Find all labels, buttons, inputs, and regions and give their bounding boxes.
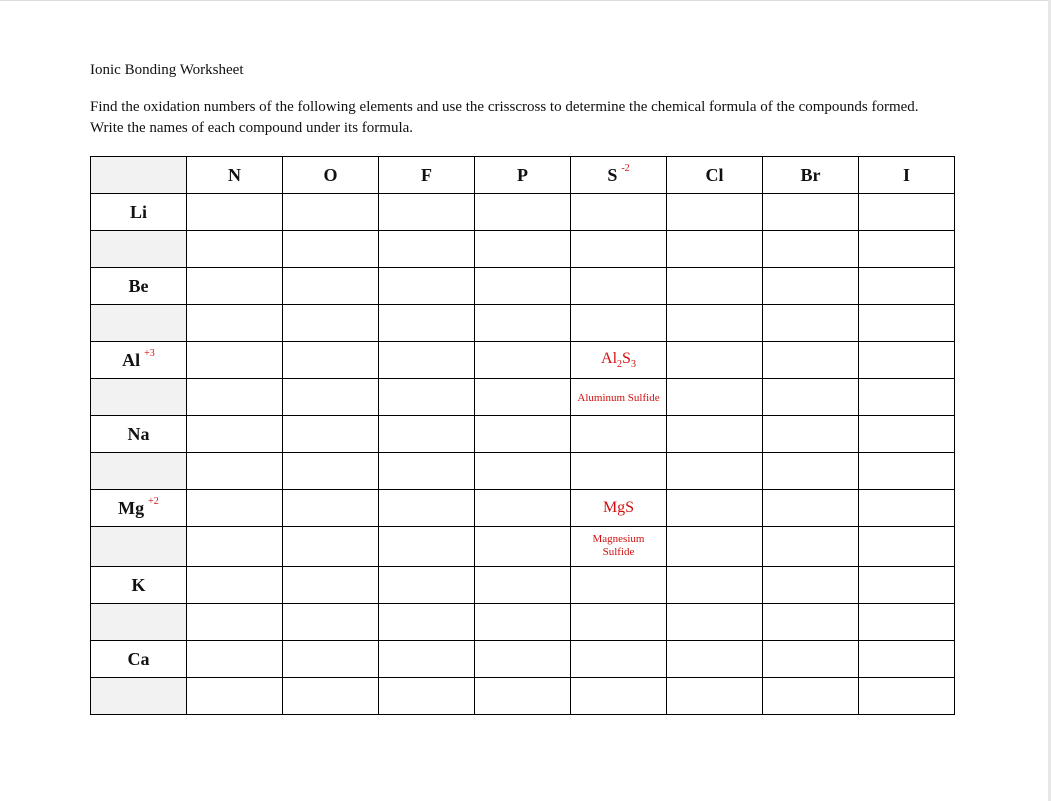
formula-cell[interactable] [283,194,379,231]
name-cell[interactable] [571,678,667,715]
name-cell[interactable] [763,604,859,641]
name-cell[interactable] [859,453,955,490]
formula-cell[interactable] [763,342,859,379]
name-cell[interactable] [283,231,379,268]
formula-cell[interactable] [187,641,283,678]
name-cell[interactable] [667,231,763,268]
formula-cell[interactable] [763,490,859,527]
name-cell[interactable] [475,527,571,567]
formula-cell[interactable] [859,342,955,379]
formula-cell[interactable] [187,490,283,527]
formula-cell[interactable] [667,268,763,305]
formula-cell[interactable] [859,194,955,231]
column-header-br: Br [763,157,859,194]
formula-mgs: MgS [602,499,635,516]
column-header-n: N [187,157,283,194]
name-cell[interactable] [667,453,763,490]
formula-cell[interactable] [763,641,859,678]
instructions-text: Find the oxidation numbers of the following elements and use the crisscross to determine the chemical formula of the compounds formed. Write the names of each compound under its formula. [90,99,919,136]
formula-cell[interactable] [187,416,283,453]
name-cell[interactable] [571,231,667,268]
formula-cell[interactable] [379,416,475,453]
name-cell[interactable] [763,453,859,490]
name-cell[interactable] [187,231,283,268]
formula-cell[interactable] [859,416,955,453]
name-cell[interactable] [187,527,283,567]
oxidation-number-mg: +2 [148,495,159,507]
formula-cell[interactable] [283,416,379,453]
name-cell[interactable] [475,453,571,490]
name-cell-mg-s[interactable] [571,527,667,567]
formula-cell[interactable] [475,641,571,678]
formula-cell[interactable] [187,567,283,604]
name-cell[interactable] [283,305,379,342]
name-cell[interactable] [187,453,283,490]
name-cell[interactable] [475,678,571,715]
formula-cell[interactable] [859,641,955,678]
formula-cell[interactable] [571,567,667,604]
formula-cell[interactable] [667,416,763,453]
name-cell[interactable] [859,604,955,641]
name-cell[interactable] [763,305,859,342]
formula-cell-al-s[interactable] [571,342,667,379]
name-cell[interactable] [571,453,667,490]
formula-cell[interactable] [283,342,379,379]
formula-cell[interactable] [283,490,379,527]
formula-cell[interactable] [571,416,667,453]
formula-cell[interactable] [571,268,667,305]
name-row-label [91,604,187,641]
column-header-p: P [475,157,571,194]
name-cell[interactable] [763,678,859,715]
row-header-li: Li [91,194,187,231]
formula-cell[interactable] [667,490,763,527]
name-cell[interactable] [379,527,475,567]
formula-al2s3: $Al_2S_3$ [601,349,636,371]
formula-cell[interactable] [187,194,283,231]
column-header-o: O [283,157,379,194]
name-cell-al-s[interactable] [571,379,667,416]
formula-cell-mg-s[interactable] [571,490,667,527]
formula-cell[interactable] [475,268,571,305]
name-cell[interactable] [379,604,475,641]
formula-cell[interactable] [475,567,571,604]
oxidation-number-s: -2 [621,162,630,174]
formula-cell[interactable] [763,416,859,453]
name-cell[interactable] [763,231,859,268]
formula-cell[interactable] [859,567,955,604]
formula-cell[interactable] [859,268,955,305]
page-top-edge [0,0,1051,1]
name-cell[interactable] [187,305,283,342]
oxidation-number-al: +3 [144,347,155,359]
row-header-ca: Ca [91,641,187,678]
formula-cell[interactable] [667,194,763,231]
column-header-f: F [379,157,475,194]
row-header-k: K [91,567,187,604]
formula-cell[interactable] [667,342,763,379]
name-cell[interactable] [187,678,283,715]
formula-cell[interactable] [283,567,379,604]
name-cell[interactable] [763,379,859,416]
name-cell[interactable] [283,604,379,641]
formula-cell[interactable] [475,342,571,379]
formula-cell[interactable] [283,268,379,305]
name-cell[interactable] [283,453,379,490]
formula-cell[interactable] [379,342,475,379]
name-cell[interactable] [475,305,571,342]
name-cell[interactable] [379,453,475,490]
compound-name-aluminum-sulfide: Aluminum Sulfide [577,392,660,404]
column-header-cl: Cl [667,157,763,194]
ionic-bonding-table [90,156,955,715]
name-cell[interactable] [763,527,859,567]
formula-cell[interactable] [667,567,763,604]
formula-cell[interactable] [283,641,379,678]
row-header-be: Be [91,268,187,305]
name-row-label [91,453,187,490]
name-cell[interactable] [283,379,379,416]
worksheet-title: Ionic Bonding Worksheet [90,62,244,78]
name-cell[interactable] [859,678,955,715]
name-row-label [91,527,187,567]
formula-cell[interactable] [763,268,859,305]
name-cell[interactable] [475,379,571,416]
name-cell[interactable] [187,604,283,641]
formula-cell[interactable] [379,567,475,604]
row-header-mg: Mg $^{+2}$ [91,490,187,527]
formula-cell[interactable] [187,342,283,379]
formula-cell[interactable] [379,194,475,231]
name-cell[interactable] [667,604,763,641]
name-cell[interactable] [571,305,667,342]
formula-cell[interactable] [187,268,283,305]
formula-cell[interactable] [571,194,667,231]
name-cell[interactable] [571,604,667,641]
compound-name-magnesium-sulfide: Magnesium Sulfide [592,533,645,558]
name-cell[interactable] [859,231,955,268]
column-header-i: I [859,157,955,194]
name-cell[interactable] [859,379,955,416]
formula-cell[interactable] [475,490,571,527]
name-cell[interactable] [475,604,571,641]
formula-cell[interactable] [763,567,859,604]
formula-cell[interactable] [763,194,859,231]
formula-cell[interactable] [859,490,955,527]
name-cell[interactable] [379,379,475,416]
name-row-label [91,231,187,268]
formula-cell[interactable] [667,641,763,678]
formula-cell[interactable] [475,194,571,231]
name-cell[interactable] [859,527,955,567]
name-cell[interactable] [667,379,763,416]
row-header-al: Al $^{+3}$ [91,342,187,379]
name-cell[interactable] [379,305,475,342]
name-cell[interactable] [379,678,475,715]
column-header-s: S $^{-2}$ [571,157,667,194]
name-cell[interactable] [475,231,571,268]
name-cell[interactable] [379,231,475,268]
name-cell[interactable] [859,305,955,342]
name-cell[interactable] [283,527,379,567]
formula-cell[interactable] [475,416,571,453]
formula-cell[interactable] [571,641,667,678]
corner-cell [91,157,187,194]
name-row-label [91,678,187,715]
name-cell[interactable] [667,527,763,567]
formula-cell[interactable] [379,268,475,305]
name-row-label [91,379,187,416]
name-cell[interactable] [667,305,763,342]
name-cell[interactable] [667,678,763,715]
name-cell[interactable] [187,379,283,416]
name-cell[interactable] [283,678,379,715]
row-header-na: Na [91,416,187,453]
name-row-label [91,305,187,342]
formula-cell[interactable] [379,641,475,678]
formula-cell[interactable] [379,490,475,527]
